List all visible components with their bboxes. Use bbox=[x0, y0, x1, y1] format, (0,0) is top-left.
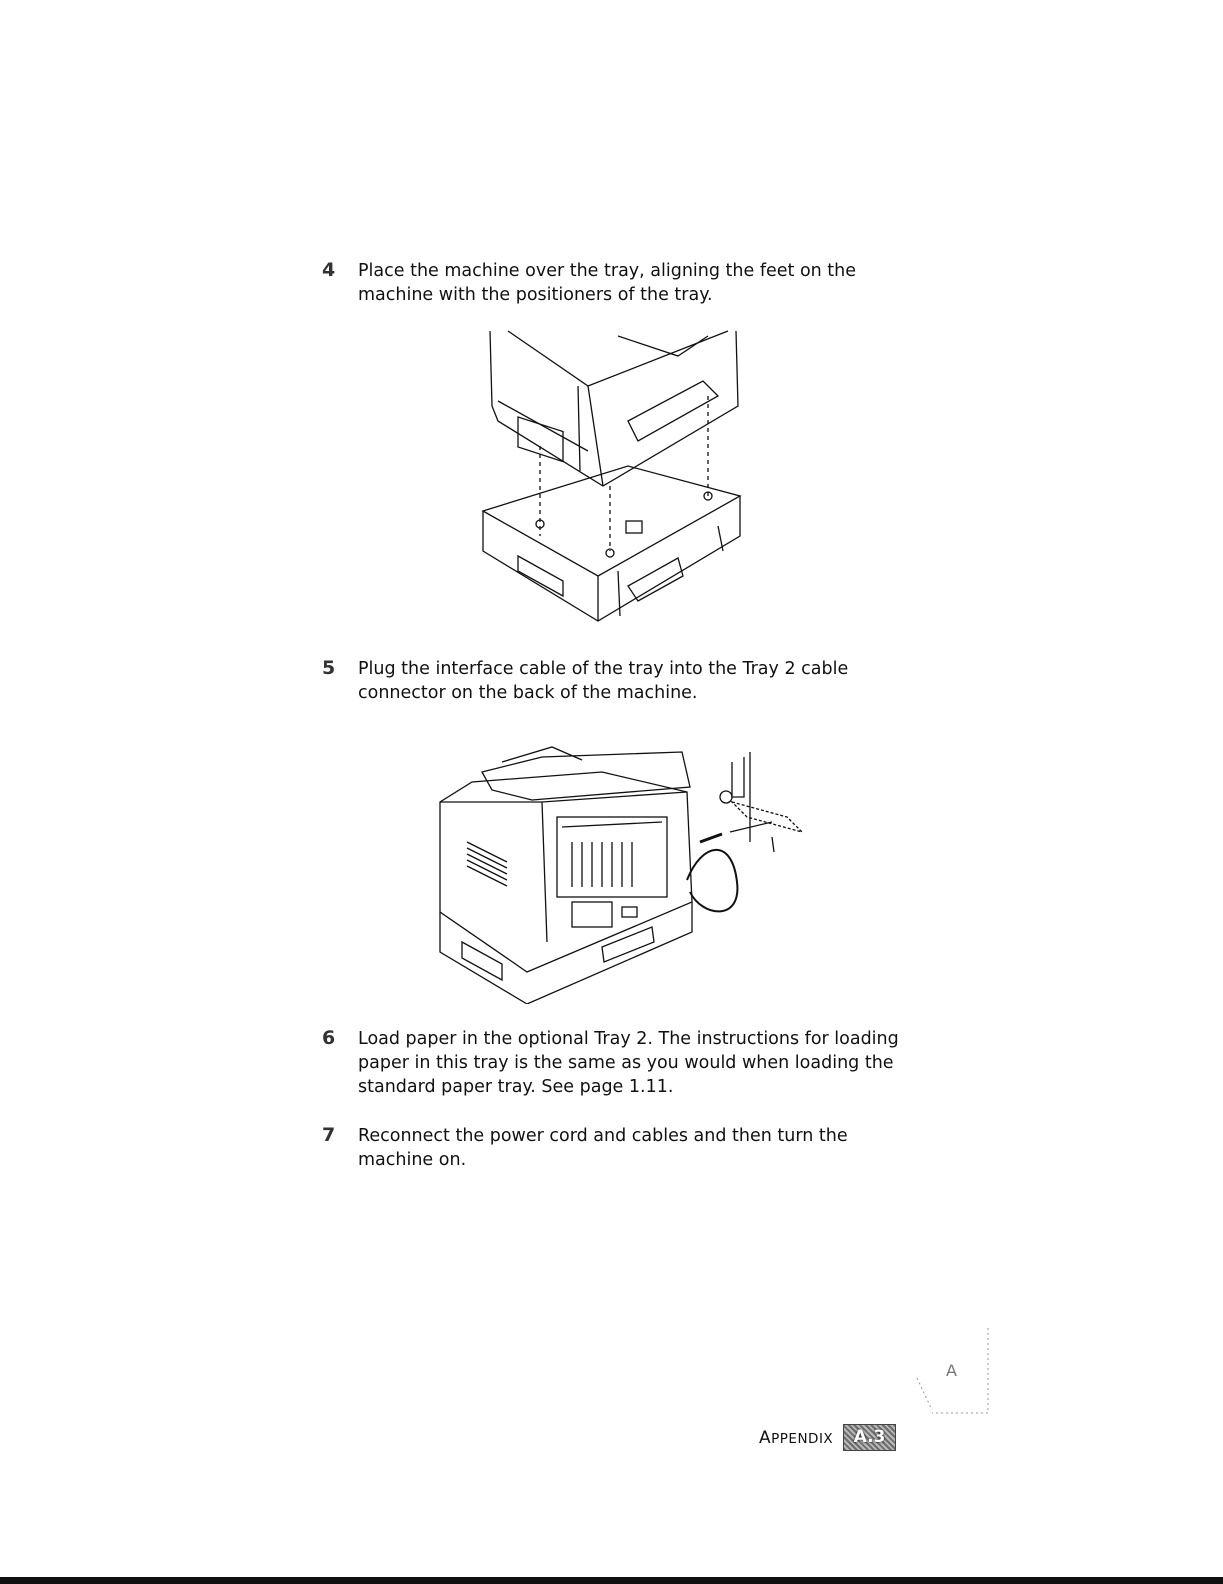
tab-letter: A bbox=[946, 1361, 957, 1380]
step-text: Load paper in the optional Tray 2. The instructions for loading paper in this tray is the same as you would when loading the standard paper tray. See page 1.11. bbox=[358, 1029, 899, 1097]
footer-section-label bbox=[759, 1428, 833, 1448]
footer-section-rest: PPENDIX bbox=[771, 1431, 834, 1447]
step-text: Place the machine over the tray, aligning the feet on the machine with the positioners of the tray. bbox=[358, 261, 857, 305]
step-text: Plug the interface cable of the tray into the Tray 2 cable connector on the back of the machine. bbox=[358, 659, 849, 703]
bottom-border bbox=[0, 1577, 1223, 1584]
footer-section-initial: A bbox=[759, 1428, 772, 1448]
page-number-badge: A.3 bbox=[843, 1424, 896, 1451]
step-number: 6 bbox=[322, 1027, 336, 1049]
step-text: Reconnect the power cord and cables and then turn the machine on. bbox=[358, 1126, 848, 1170]
step-number: 7 bbox=[322, 1124, 336, 1146]
tray-cable-connection-illustration bbox=[432, 742, 816, 1004]
machine-over-tray-illustration bbox=[478, 326, 748, 626]
step-number: 4 bbox=[322, 259, 336, 281]
step-number: 5 bbox=[322, 657, 336, 679]
appendix-tab-marker bbox=[912, 1328, 992, 1418]
